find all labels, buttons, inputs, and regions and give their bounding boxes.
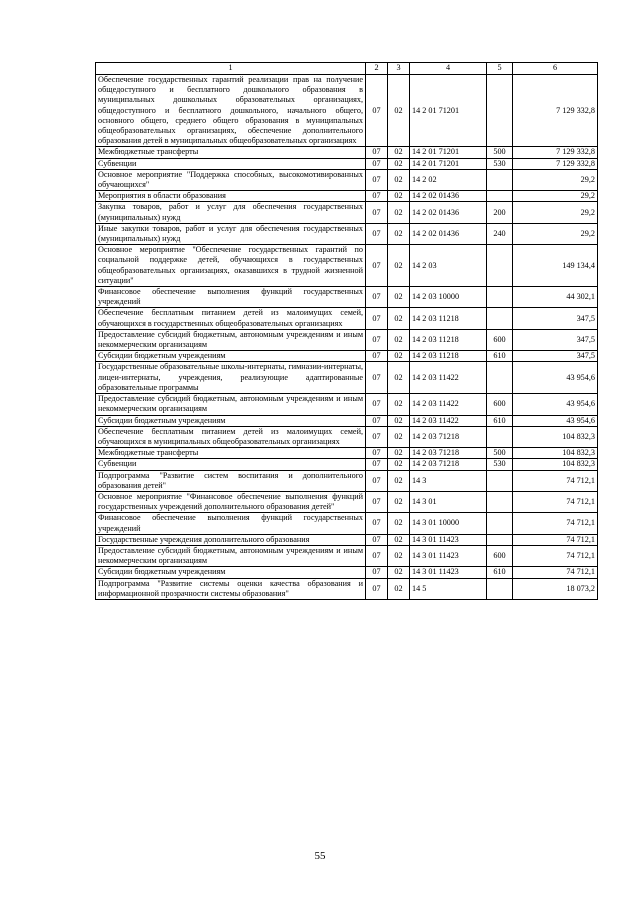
- subsection-code-cell: 02: [388, 470, 410, 491]
- expense-type-cell: 200: [487, 202, 513, 223]
- target-article-cell: 14 2 03 11218: [410, 351, 487, 362]
- expense-type-cell: [487, 362, 513, 394]
- subsection-code-cell: 02: [388, 362, 410, 394]
- table-row: [96, 448, 598, 459]
- header-col-5: 5: [487, 63, 513, 75]
- table-row: [96, 223, 598, 244]
- section-code-cell: 07: [366, 351, 388, 362]
- section-code-cell: 07: [366, 491, 388, 512]
- row-name-cell: Иные закупки товаров, работ и услуг для обеспечения государственных (муниципальных) нужд: [96, 223, 366, 244]
- amount-cell: 7 129 332,8: [513, 158, 598, 169]
- row-name-cell: Основное мероприятие "Обеспечение государственных гарантий по социальной поддержке детей, обучающихся в государственных общеобразовательных организациях, оказавшихся в трудной жизненной ситуации": [96, 245, 366, 287]
- row-name-cell: Субвенции: [96, 459, 366, 470]
- row-name-cell: Подпрограмма "Развитие систем воспитания и дополнительного образования детей": [96, 470, 366, 491]
- target-article-cell: 14 2 01 71201: [410, 75, 487, 147]
- expense-type-cell: [487, 491, 513, 512]
- row-name-cell: Закупка товаров, работ и услуг для обеспечения государственных (муниципальных) нужд: [96, 202, 366, 223]
- amount-cell: 29,2: [513, 202, 598, 223]
- target-article-cell: 14 2 02 01436: [410, 191, 487, 202]
- expense-type-cell: 530: [487, 158, 513, 169]
- section-code-cell: 07: [366, 287, 388, 308]
- target-article-cell: 14 2 03 11422: [410, 415, 487, 426]
- table-header: [96, 63, 598, 75]
- expense-type-cell: [487, 426, 513, 447]
- row-name-cell: Финансовое обеспечение выполнения функций государственных учреждений: [96, 513, 366, 534]
- expense-type-cell: 610: [487, 567, 513, 578]
- subsection-code-cell: 02: [388, 329, 410, 350]
- row-name-cell: Обеспечение государственных гарантий реализации прав на получение общедоступного и бесплатного дошкольного образования в муниципальных дошкольных образовательных организациях, общедоступного и бесплатного дошкольного, начального общего, основного общего, среднего общего образования в муниципальных общеобразовательных организациях, обеспечение дополнительного образования детей в муниципальных общеобразовательных организациях: [96, 75, 366, 147]
- target-article-cell: 14 2 03 11218: [410, 329, 487, 350]
- amount-cell: 7 129 332,8: [513, 75, 598, 147]
- row-name-cell: Обеспечение бесплатным питанием детей из малоимущих семей, обучающихся в государственных общеобразовательных организациях: [96, 308, 366, 329]
- target-article-cell: 14 2 03 71218: [410, 459, 487, 470]
- target-article-cell: 14 2 03 11422: [410, 362, 487, 394]
- table-row: [96, 459, 598, 470]
- section-code-cell: 07: [366, 202, 388, 223]
- amount-cell: 7 129 332,8: [513, 147, 598, 158]
- table-row: [96, 578, 598, 599]
- subsection-code-cell: 02: [388, 394, 410, 415]
- subsection-code-cell: 02: [388, 158, 410, 169]
- row-name-cell: Основное мероприятие "Поддержка способных, высокомотивированных обучающихся": [96, 169, 366, 190]
- amount-cell: 29,2: [513, 191, 598, 202]
- budget-table: [95, 62, 598, 600]
- table-row: [96, 362, 598, 394]
- header-col-3: 3: [388, 63, 410, 75]
- section-code-cell: 07: [366, 245, 388, 287]
- section-code-cell: 07: [366, 513, 388, 534]
- target-article-cell: 14 3 01 10000: [410, 513, 487, 534]
- subsection-code-cell: 02: [388, 351, 410, 362]
- table-row: [96, 513, 598, 534]
- target-article-cell: 14 2 03 11422: [410, 394, 487, 415]
- expense-type-cell: [487, 287, 513, 308]
- subsection-code-cell: 02: [388, 245, 410, 287]
- row-name-cell: Государственные учреждения дополнительного образования: [96, 534, 366, 545]
- row-name-cell: Основное мероприятие "Финансовое обеспечение выполнения функций государственных учреждений дополнительного образования детей": [96, 491, 366, 512]
- target-article-cell: 14 2 03 11218: [410, 308, 487, 329]
- section-code-cell: 07: [366, 545, 388, 566]
- table-body: [96, 75, 598, 600]
- amount-cell: 74 712,1: [513, 545, 598, 566]
- subsection-code-cell: 02: [388, 448, 410, 459]
- expense-type-cell: 530: [487, 459, 513, 470]
- target-article-cell: 14 2 03: [410, 245, 487, 287]
- amount-cell: 104 832,3: [513, 426, 598, 447]
- subsection-code-cell: 02: [388, 415, 410, 426]
- row-name-cell: Субвенции: [96, 158, 366, 169]
- target-article-cell: 14 2 02 01436: [410, 223, 487, 244]
- target-article-cell: 14 3: [410, 470, 487, 491]
- section-code-cell: 07: [366, 75, 388, 147]
- amount-cell: 74 712,1: [513, 513, 598, 534]
- section-code-cell: 07: [366, 459, 388, 470]
- target-article-cell: 14 3 01 11423: [410, 567, 487, 578]
- table-row: [96, 202, 598, 223]
- amount-cell: 74 712,1: [513, 534, 598, 545]
- row-name-cell: Межбюджетные трансферты: [96, 147, 366, 158]
- amount-cell: 104 832,3: [513, 448, 598, 459]
- table-row: [96, 415, 598, 426]
- row-name-cell: Предоставление субсидий бюджетным, автономным учреждениям и иным некоммерческим организациям: [96, 329, 366, 350]
- expense-type-cell: 500: [487, 448, 513, 459]
- amount-cell: 347,5: [513, 308, 598, 329]
- row-name-cell: Субсидии бюджетным учреждениям: [96, 351, 366, 362]
- expense-type-cell: [487, 245, 513, 287]
- target-article-cell: 14 2 01 71201: [410, 147, 487, 158]
- target-article-cell: 14 2 03 10000: [410, 287, 487, 308]
- table-row: [96, 470, 598, 491]
- row-name-cell: Субсидии бюджетным учреждениям: [96, 415, 366, 426]
- expense-type-cell: 240: [487, 223, 513, 244]
- row-name-cell: Финансовое обеспечение выполнения функций государственных учреждений: [96, 287, 366, 308]
- target-article-cell: 14 2 02: [410, 169, 487, 190]
- target-article-cell: 14 2 01 71201: [410, 158, 487, 169]
- subsection-code-cell: 02: [388, 491, 410, 512]
- table-row: [96, 351, 598, 362]
- table-row: [96, 394, 598, 415]
- section-code-cell: 07: [366, 415, 388, 426]
- table-row: [96, 158, 598, 169]
- expense-type-cell: 600: [487, 394, 513, 415]
- amount-cell: 43 954,6: [513, 415, 598, 426]
- target-article-cell: 14 3 01 11423: [410, 545, 487, 566]
- expense-type-cell: 610: [487, 415, 513, 426]
- table-row: [96, 534, 598, 545]
- section-code-cell: 07: [366, 362, 388, 394]
- target-article-cell: 14 2 02 01436: [410, 202, 487, 223]
- expense-type-cell: 600: [487, 329, 513, 350]
- section-code-cell: 07: [366, 426, 388, 447]
- target-article-cell: 14 2 03 71218: [410, 426, 487, 447]
- subsection-code-cell: 02: [388, 578, 410, 599]
- subsection-code-cell: 02: [388, 534, 410, 545]
- amount-cell: 43 954,6: [513, 362, 598, 394]
- target-article-cell: 14 5: [410, 578, 487, 599]
- subsection-code-cell: 02: [388, 202, 410, 223]
- subsection-code-cell: 02: [388, 426, 410, 447]
- row-name-cell: Подпрограмма "Развитие системы оценки качества образования и информационной прозрачности системы образования": [96, 578, 366, 599]
- table-row: [96, 75, 598, 147]
- subsection-code-cell: 02: [388, 147, 410, 158]
- amount-cell: 44 302,1: [513, 287, 598, 308]
- expense-type-cell: [487, 534, 513, 545]
- row-name-cell: Предоставление субсидий бюджетным, автономным учреждениям и иным некоммерческим организациям: [96, 394, 366, 415]
- header-col-6: 6: [513, 63, 598, 75]
- target-article-cell: 14 3 01: [410, 491, 487, 512]
- section-code-cell: 07: [366, 448, 388, 459]
- row-name-cell: Мероприятия в области образования: [96, 191, 366, 202]
- table-row: [96, 308, 598, 329]
- section-code-cell: 07: [366, 394, 388, 415]
- amount-cell: 18 073,2: [513, 578, 598, 599]
- expense-type-cell: [487, 470, 513, 491]
- expense-type-cell: 610: [487, 351, 513, 362]
- target-article-cell: 14 2 03 71218: [410, 448, 487, 459]
- header-col-1: 1: [96, 63, 366, 75]
- amount-cell: 104 832,3: [513, 459, 598, 470]
- table-row: [96, 545, 598, 566]
- row-name-cell: Обеспечение бесплатным питанием детей из малоимущих семей, обучающихся в муниципальных общеобразовательных организациях: [96, 426, 366, 447]
- header-col-4: 4: [410, 63, 487, 75]
- subsection-code-cell: 02: [388, 223, 410, 244]
- section-code-cell: 07: [366, 158, 388, 169]
- section-code-cell: 07: [366, 567, 388, 578]
- table-row: [96, 567, 598, 578]
- section-code-cell: 07: [366, 308, 388, 329]
- amount-cell: 347,5: [513, 351, 598, 362]
- expense-type-cell: 500: [487, 147, 513, 158]
- section-code-cell: 07: [366, 191, 388, 202]
- subsection-code-cell: 02: [388, 169, 410, 190]
- subsection-code-cell: 02: [388, 75, 410, 147]
- expense-type-cell: [487, 308, 513, 329]
- table-row: [96, 329, 598, 350]
- table-row: [96, 169, 598, 190]
- section-code-cell: 07: [366, 147, 388, 158]
- subsection-code-cell: 02: [388, 287, 410, 308]
- amount-cell: 29,2: [513, 223, 598, 244]
- amount-cell: 29,2: [513, 169, 598, 190]
- subsection-code-cell: 02: [388, 513, 410, 534]
- table-row: [96, 491, 598, 512]
- expense-type-cell: [487, 191, 513, 202]
- section-code-cell: 07: [366, 223, 388, 244]
- subsection-code-cell: 02: [388, 308, 410, 329]
- row-name-cell: Межбюджетные трансферты: [96, 448, 366, 459]
- row-name-cell: Предоставление субсидий бюджетным, автономным учреждениям и иным некоммерческим организациям: [96, 545, 366, 566]
- table-row: [96, 147, 598, 158]
- subsection-code-cell: 02: [388, 191, 410, 202]
- subsection-code-cell: 02: [388, 545, 410, 566]
- section-code-cell: 07: [366, 329, 388, 350]
- table-row: [96, 245, 598, 287]
- section-code-cell: 07: [366, 534, 388, 545]
- subsection-code-cell: 02: [388, 567, 410, 578]
- page-number: 55: [314, 850, 326, 862]
- amount-cell: 74 712,1: [513, 470, 598, 491]
- amount-cell: 74 712,1: [513, 491, 598, 512]
- header-col-2: 2: [366, 63, 388, 75]
- target-article-cell: 14 3 01 11423: [410, 534, 487, 545]
- expense-type-cell: 600: [487, 545, 513, 566]
- amount-cell: 43 954,6: [513, 394, 598, 415]
- row-name-cell: Государственные образовательные школы-интернаты, гимназии-интернаты, лицеи-интернаты, учреждения, реализующие адаптированные образовательные программы: [96, 362, 366, 394]
- expense-type-cell: [487, 578, 513, 599]
- table-row: [96, 191, 598, 202]
- amount-cell: 74 712,1: [513, 567, 598, 578]
- subsection-code-cell: 02: [388, 459, 410, 470]
- expense-type-cell: [487, 169, 513, 190]
- amount-cell: 149 134,4: [513, 245, 598, 287]
- section-code-cell: 07: [366, 578, 388, 599]
- row-name-cell: Субсидии бюджетным учреждениям: [96, 567, 366, 578]
- section-code-cell: 07: [366, 169, 388, 190]
- amount-cell: 347,5: [513, 329, 598, 350]
- expense-type-cell: [487, 75, 513, 147]
- table-row: [96, 287, 598, 308]
- section-code-cell: 07: [366, 470, 388, 491]
- table-row: [96, 426, 598, 447]
- expense-type-cell: [487, 513, 513, 534]
